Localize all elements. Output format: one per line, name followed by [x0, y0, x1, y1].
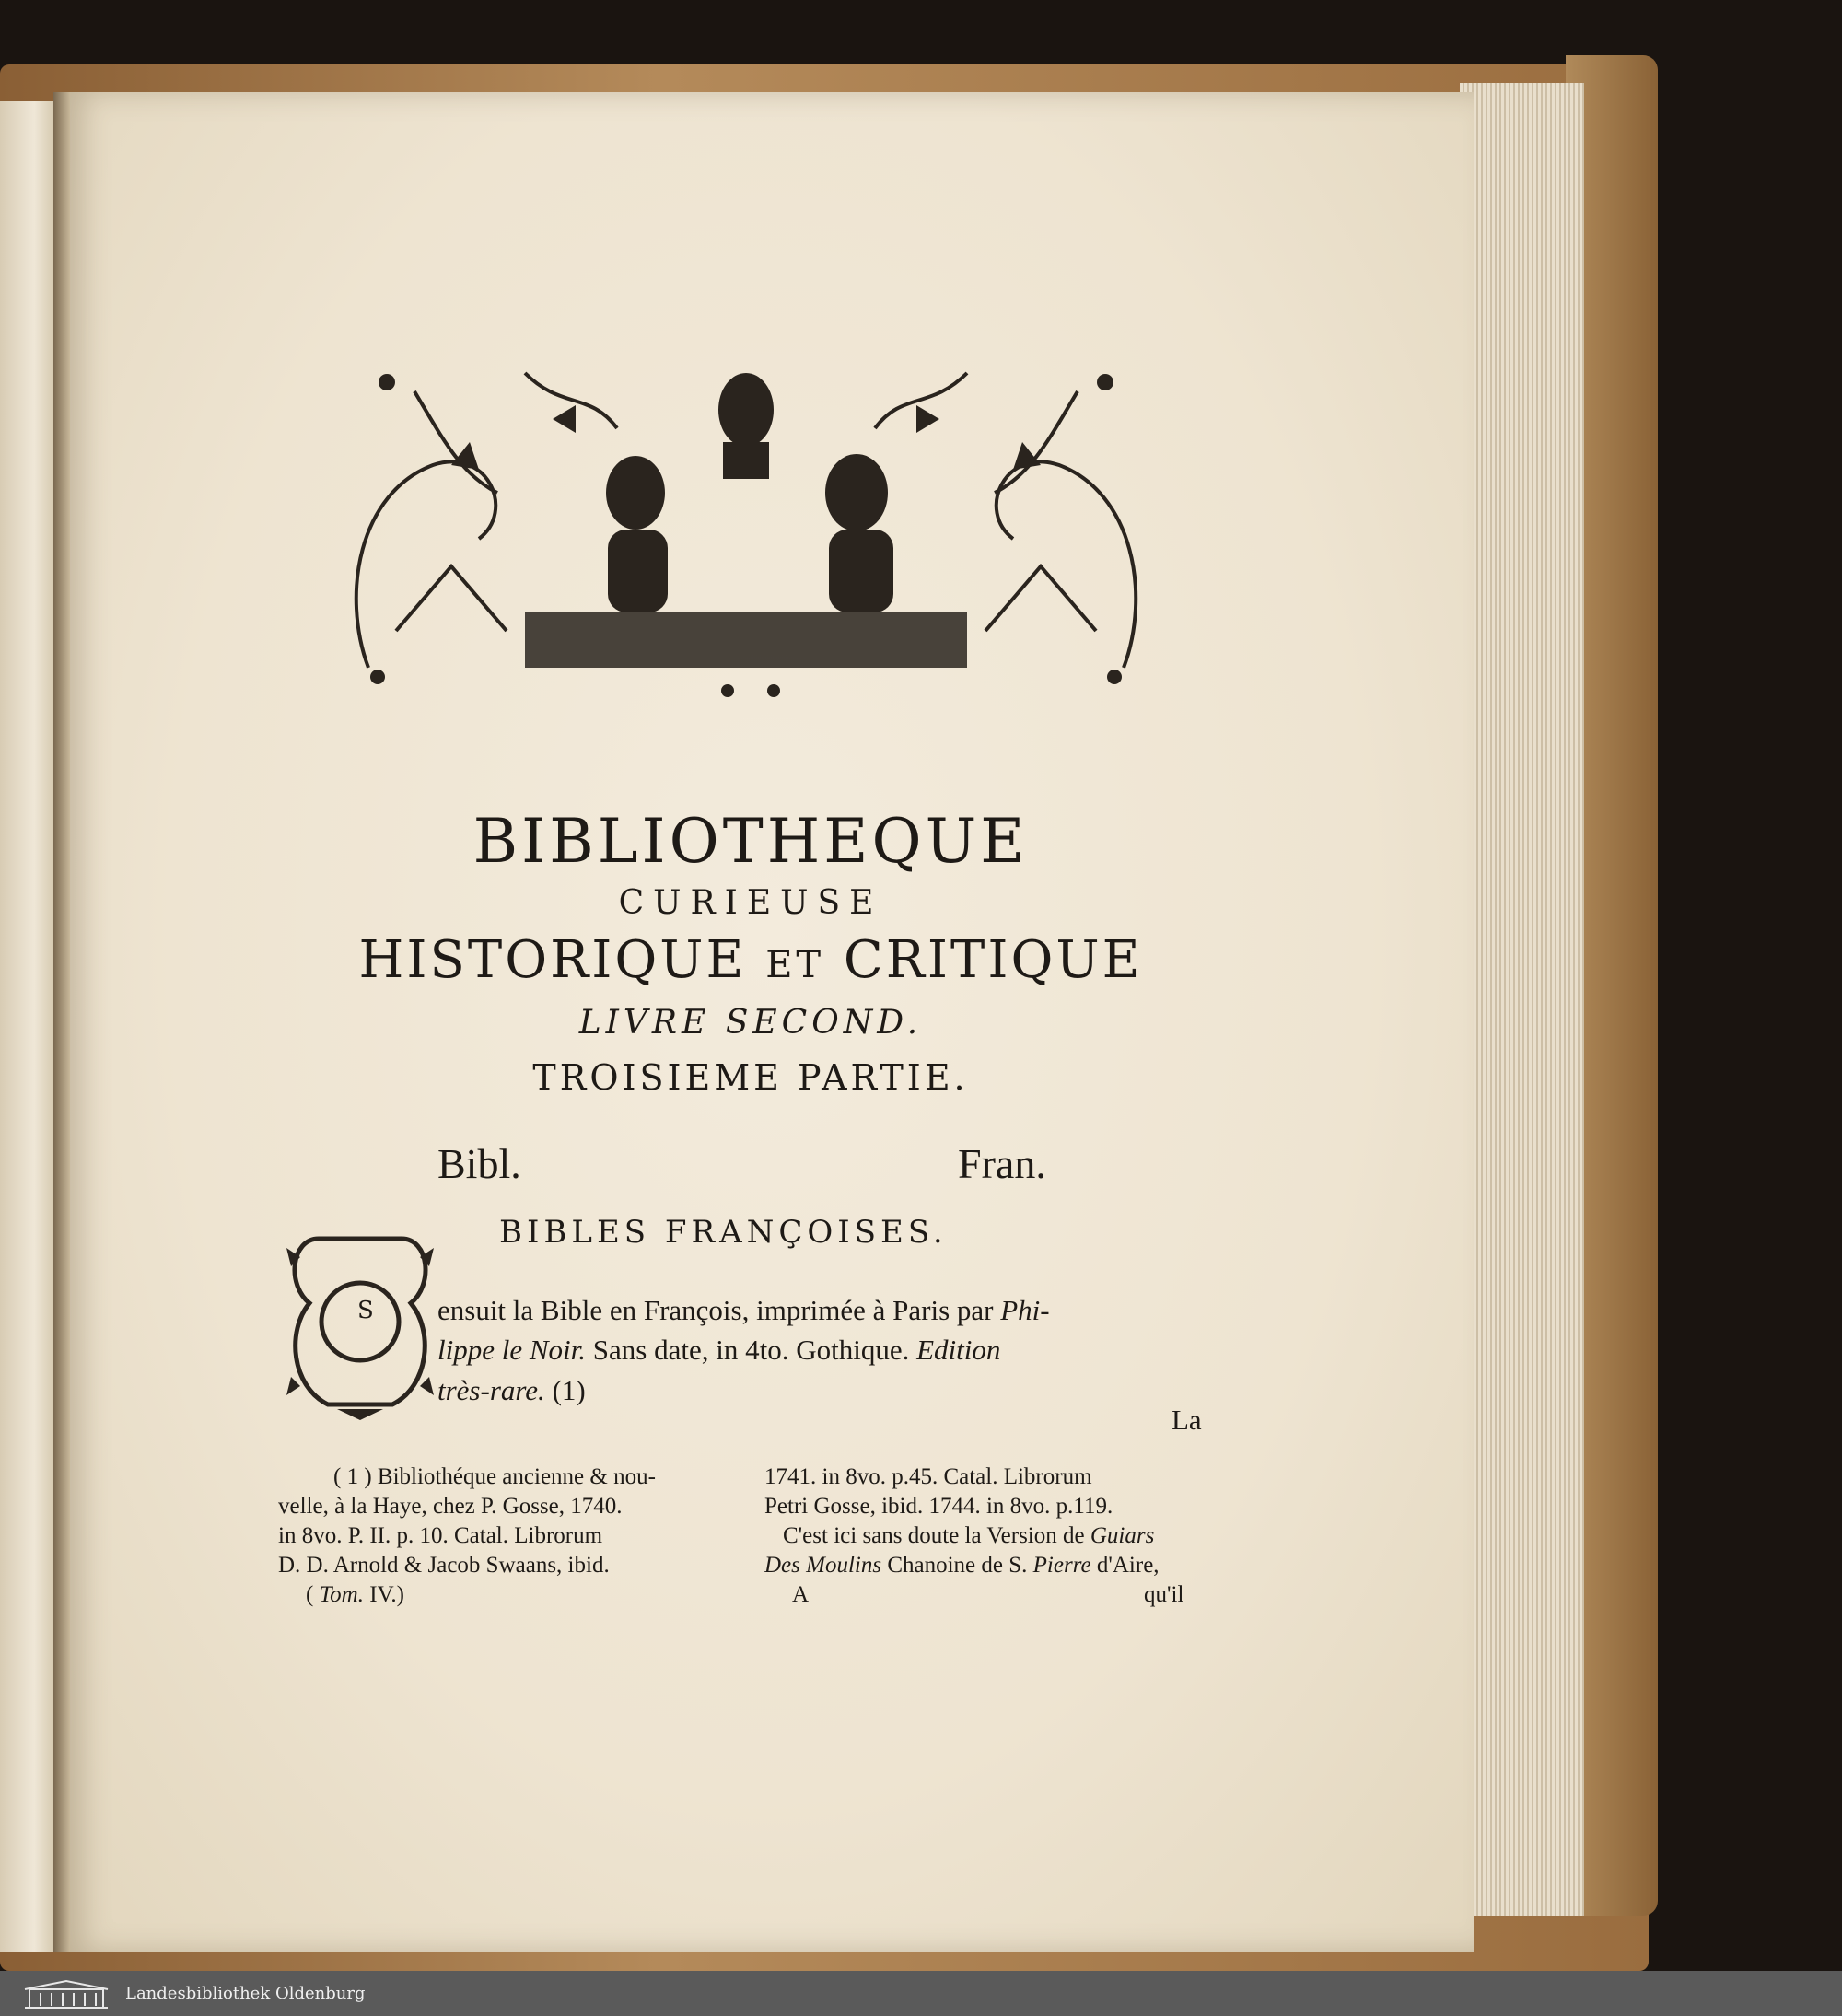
section-heading: BIBLES FRANÇOISES.	[499, 1214, 948, 1251]
left-page-sliver	[0, 101, 57, 1952]
footnote-right-line-4-italic: Des Moulins	[764, 1553, 882, 1578]
footnote-right-line-3	[783, 1523, 1154, 1549]
footnote-right-line-4-italic-2: Pierre	[1032, 1553, 1091, 1578]
footnote-right-line-4-text: Chanoine de S.	[881, 1553, 1033, 1578]
footnote-right-line-1: 1741. in 8vo. p.45. Catal. Librorum	[764, 1464, 1092, 1489]
library-name: Landesbibliothek Oldenburg	[125, 1984, 366, 2003]
footnote-left-line-2: velle, à la Haye, chez P. Gosse, 1740.	[278, 1494, 623, 1519]
title-line-3-a: HISTORIQUE	[358, 930, 747, 990]
footnote-right-line-2: Petri Gosse, ibid. 1744. in 8vo. p.119.	[764, 1494, 1113, 1519]
body-line-3	[437, 1374, 586, 1407]
body-line-2-italic: lippe le Noir.	[437, 1334, 587, 1366]
running-head-left: Bibl.	[437, 1140, 521, 1187]
footnote-right-line-3-text: C'est ici sans doute la Version de	[783, 1523, 1090, 1548]
body-line-2	[437, 1334, 1000, 1367]
volume-signature-tom: Tom.	[319, 1582, 364, 1607]
title-line-1: BIBLIOTHEQUE	[472, 806, 1029, 877]
body-line-1	[437, 1294, 1050, 1327]
body-line-1-text: ensuit la Bible en François, imprimée à Paris par	[437, 1294, 1001, 1326]
volume-signature	[306, 1582, 404, 1608]
running-head-right: Fran.	[958, 1140, 1046, 1187]
library-building-icon	[20, 1978, 112, 2010]
title-line-3	[64, 930, 1437, 990]
footer-bar	[0, 1971, 1842, 2016]
body-line-1-italic: Phi-	[1000, 1294, 1050, 1326]
footnote-left-line-3: in 8vo. P. II. p. 10. Catal. Librorum	[278, 1523, 603, 1548]
signature-mark: A	[792, 1582, 810, 1607]
page-edges	[1460, 83, 1584, 1916]
title-line-5: TROISIEME PARTIE.	[532, 1057, 969, 1098]
footnote-catchword: qu'il	[1144, 1582, 1184, 1607]
gutter	[53, 92, 70, 1952]
body-line-3-text: (1)	[544, 1374, 586, 1406]
body-line-2-italic-2: Edition	[916, 1334, 1001, 1366]
footnote-left-line-4: D. D. Arnold & Jacob Swaans, ibid.	[278, 1553, 610, 1578]
title-line-3-c: CRITIQUE	[843, 930, 1143, 990]
ornament-vignette-icon	[341, 355, 1151, 705]
volume-signature-a: (	[306, 1582, 320, 1607]
initial-letter: S	[357, 1297, 374, 1324]
footnote-right-line-4	[764, 1553, 1160, 1579]
volume-signature-b: IV.)	[364, 1582, 404, 1607]
footnote-right-line-4-text-2: d'Aire,	[1090, 1553, 1160, 1578]
page	[64, 92, 1474, 1952]
title-line-2: CURIEUSE	[618, 884, 883, 922]
body-line-2-text: Sans date, in 4to. Gothique.	[586, 1334, 917, 1366]
title-line-4: LIVRE SECOND.	[578, 1004, 923, 1042]
title-line-3-b: ET	[765, 944, 825, 986]
catchword: La	[1172, 1404, 1202, 1436]
body-line-3-italic: très-rare.	[437, 1374, 545, 1406]
footnote-left-line-1: ( 1 ) Bibliothéque ancienne & nou-	[333, 1464, 656, 1489]
footnote-right-line-3-italic: Guiars	[1090, 1523, 1155, 1548]
